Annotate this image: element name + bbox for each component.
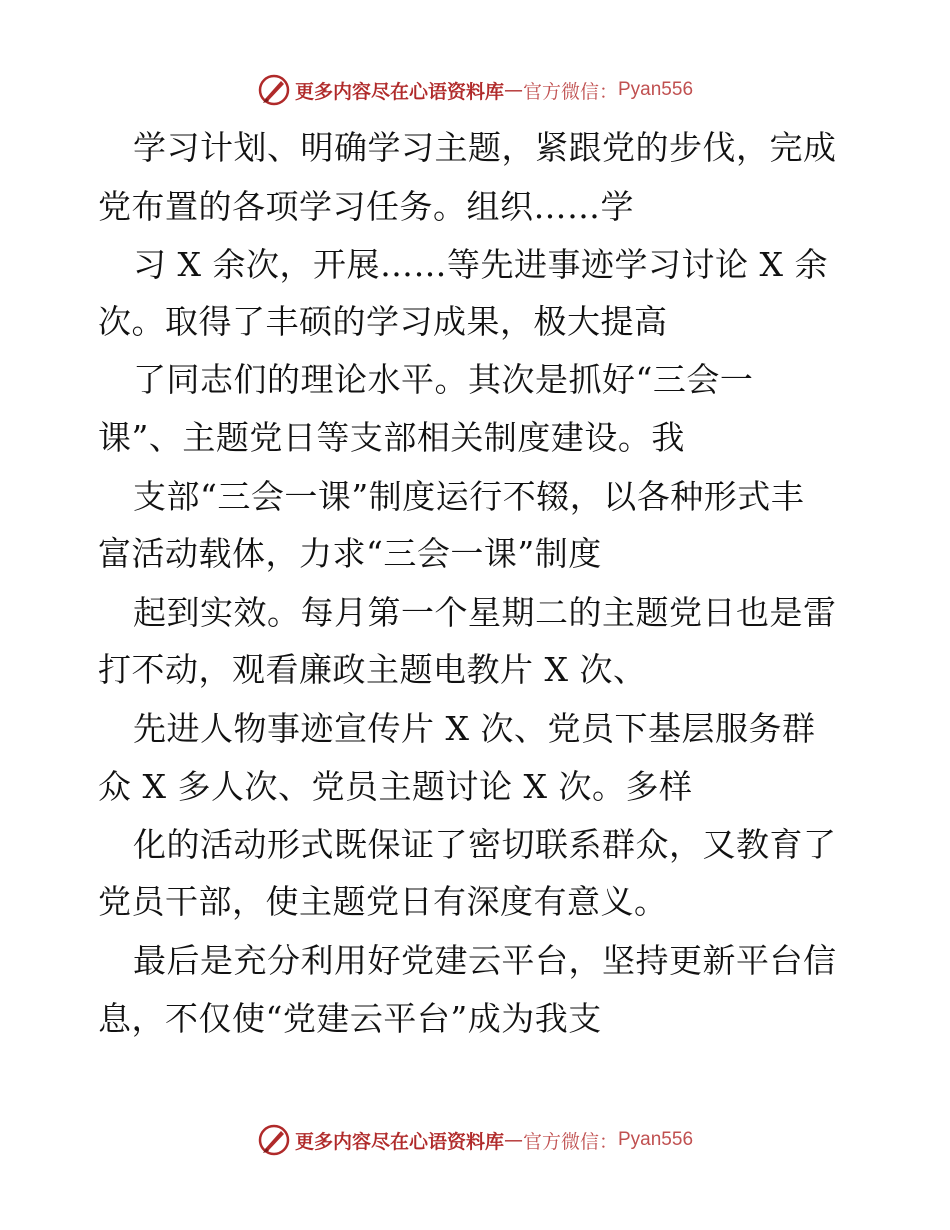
pen-logo-icon xyxy=(257,1123,291,1157)
text-line: 党员干部，使主题党日有深度有意义。 xyxy=(98,882,668,921)
text-line: 了同志们的理论水平。其次是抓好“三会一 xyxy=(133,360,754,399)
text-line: 支部“三会一课”制度运行不辍，以各种形式丰 xyxy=(133,477,805,516)
watermark-label: 官方微信： xyxy=(522,80,618,103)
text-line: 次。取得了丰硕的学习成果，极大提高 xyxy=(98,302,668,341)
text-line: 富活动载体，力求“三会一课”制度 xyxy=(98,534,602,573)
text-line: 化的活动形式既保证了密切联系群众，又教育了 xyxy=(133,825,837,864)
watermark-title: 更多内容尽在心语资料库 xyxy=(294,1130,504,1153)
watermark-title: 更多内容尽在心语资料库 xyxy=(294,80,504,103)
watermark-label: 官方微信： xyxy=(522,1130,618,1153)
text-line: 党布置的各项学习任务。组织……学 xyxy=(98,187,634,226)
text-line: 最后是充分利用好党建云平台，坚持更新平台信 xyxy=(133,941,837,980)
text-line: 学习计划、明确学习主题，紧跟党的步伐，完成 xyxy=(133,128,837,167)
text-line: 息，不仅使“党建云平台”成为我支 xyxy=(98,999,602,1038)
text-line: 众 X 多人次、党员主题讨论 X 次。多样 xyxy=(98,767,693,806)
watermark-id: Pyan556 xyxy=(618,79,694,100)
watermark-id: Pyan556 xyxy=(618,1129,694,1150)
watermark-separator: — xyxy=(503,1129,523,1151)
text-line: 课”、主题党日等支部相关制度建设。我 xyxy=(98,418,685,457)
footer-watermark xyxy=(0,1120,950,1160)
text-line: 先进人物事迹宣传片 X 次、党员下基层服务群 xyxy=(133,709,816,748)
text-line: 起到实效。每月第一个星期二的主题党日也是雷 xyxy=(133,593,837,632)
text-line: 打不动，观看廉政主题电教片 X 次、 xyxy=(98,650,647,689)
text-line: 习 X 余次，开展……等先进事迹学习讨论 X 余 xyxy=(133,245,828,284)
watermark-separator: — xyxy=(503,79,523,101)
